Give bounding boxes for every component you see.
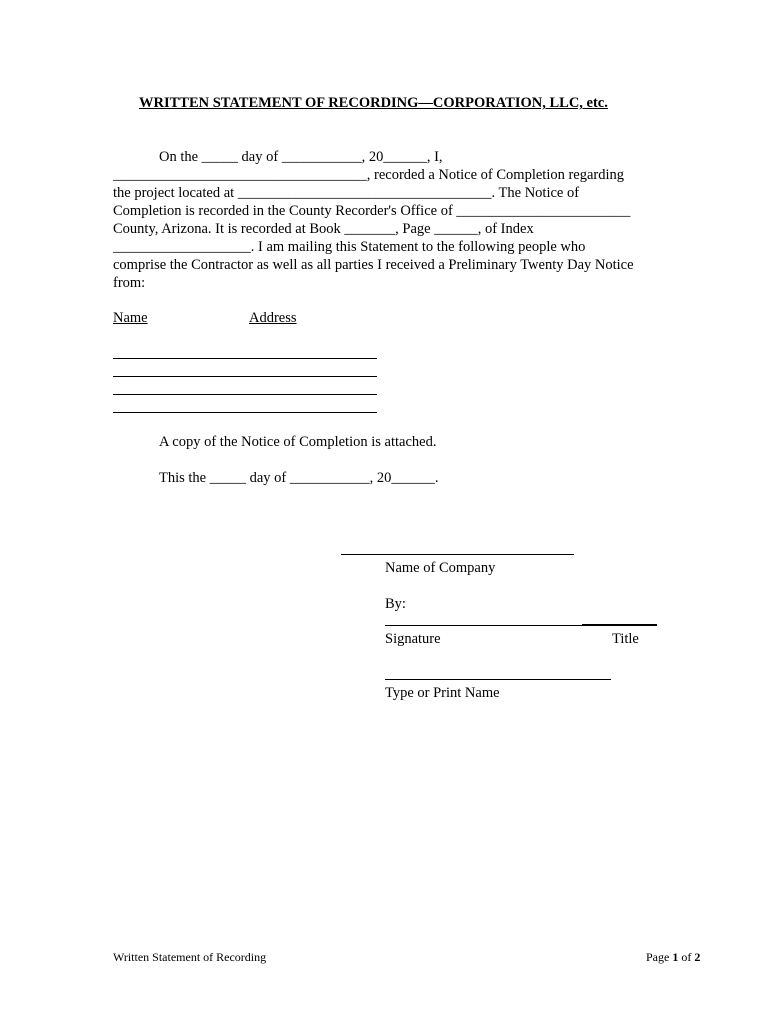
print-name-line	[385, 679, 611, 680]
body-line-8: from:	[113, 275, 146, 291]
recipient-line-3	[113, 394, 377, 395]
page-total: 2	[694, 950, 701, 964]
footer-page-number	[646, 948, 700, 966]
by-label: By:	[385, 596, 406, 612]
address-header: Address	[249, 310, 297, 326]
body-line-1: On the _____ day of ___________, 20______, I,	[159, 149, 443, 165]
body-line-4: Completion is recorded in the County Recorder's Office of ________________________	[113, 203, 631, 219]
body-line-3: the project located at ___________________________________. The Notice of	[113, 185, 580, 201]
recipient-line-4	[113, 412, 377, 413]
company-signature-line	[341, 554, 574, 555]
signature-label: Signature	[385, 631, 441, 647]
recipient-line-1	[113, 358, 377, 359]
page-prefix: Page	[646, 950, 673, 964]
print-name-label: Type or Print Name	[385, 685, 500, 701]
signature-line	[385, 625, 657, 626]
body-line-5: County, Arizona. It is recorded at Book _______, Page ______, of Index	[113, 221, 534, 237]
page-current: 1	[672, 950, 679, 964]
body-line-7: comprise the Contractor as well as all parties I received a Preliminary Twenty Day Notice	[113, 257, 634, 273]
title-line	[582, 624, 657, 625]
body-line-2: ___________________________________, recorded a Notice of Completion regarding	[113, 167, 625, 183]
document-title: WRITTEN STATEMENT OF RECORDING—CORPORATION, LLC, etc.	[139, 95, 608, 111]
recipient-line-2	[113, 376, 377, 377]
name-header: Name	[113, 310, 148, 326]
body-line-6: ___________________. I am mailing this Statement to the following people who	[113, 239, 586, 255]
title-label: Title	[612, 631, 639, 647]
page-of: of	[678, 950, 695, 964]
this-the-date-line: This the _____ day of ___________, 20______.	[159, 470, 439, 486]
copy-attached-text: A copy of the Notice of Completion is attached.	[159, 434, 437, 450]
footer-document-name: Written Statement of Recording	[113, 950, 267, 964]
company-name-label: Name of Company	[385, 560, 496, 576]
